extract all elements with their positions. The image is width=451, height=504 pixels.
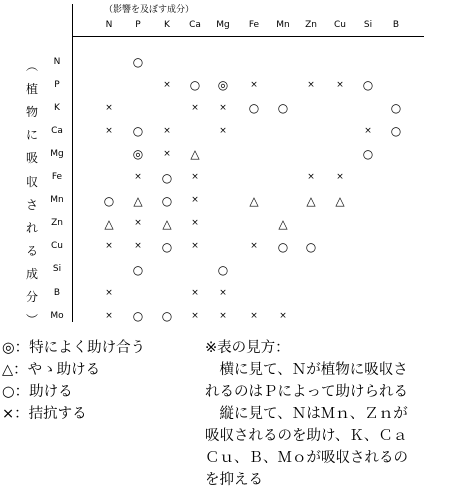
column-header: Mn [276, 19, 290, 30]
matrix-cell: ○ [390, 101, 402, 116]
header-divider [72, 36, 424, 37]
matrix-cell: × [191, 102, 199, 113]
side-label-char: 植 [25, 82, 38, 97]
column-header: Zn [305, 19, 317, 30]
matrix-cell: × [250, 79, 258, 90]
matrix-cell: × [191, 195, 199, 206]
side-label-char: さ [25, 197, 38, 212]
matrix-cell: × [191, 241, 199, 252]
matrix-cell: × [105, 310, 113, 321]
matrix-cell: △ [190, 147, 200, 162]
row-header: Mn [50, 195, 64, 206]
legend-double-circle: ◎：特によく助け合う [2, 340, 146, 356]
matrix-cell: △ [278, 216, 288, 231]
matrix-cell: × [336, 79, 344, 90]
column-header: N [105, 19, 113, 30]
legend-cross: ×：拮抗する [2, 406, 87, 422]
matrix-cell: × [105, 287, 113, 298]
row-header: Si [52, 264, 62, 275]
matrix-cell: ○ [277, 239, 289, 254]
howto-line: れるのはＰによって助けられる [205, 384, 408, 400]
howto-line: 吸収されるのを助け、Ｋ、Ｃａ [205, 428, 408, 444]
matrix-cell: × [105, 125, 113, 136]
matrix-cell: × [307, 172, 315, 182]
column-header: B [392, 19, 400, 30]
matrix-cell: × [191, 287, 199, 298]
matrix-cell: × [219, 125, 227, 136]
side-label-char: れ [25, 220, 38, 235]
matrix-cell: × [105, 241, 113, 252]
matrix-cell: × [279, 310, 287, 321]
column-header: Cu [334, 19, 346, 30]
matrix-cell: △ [335, 193, 345, 208]
matrix-cell: ○ [277, 101, 289, 116]
matrix-cell: × [163, 148, 171, 159]
matrix-cell: ○ [132, 124, 144, 139]
matrix-cell: × [219, 310, 227, 321]
row-divider [72, 4, 73, 322]
side-label-char: 吸 [25, 151, 38, 166]
matrix-cell: × [134, 172, 142, 182]
row-header: Fe [51, 172, 63, 182]
row-header: B [53, 287, 61, 298]
matrix-cell: × [191, 310, 199, 321]
matrix-cell: × [336, 172, 344, 182]
matrix-cell: × [219, 287, 227, 298]
matrix-cell: × [250, 241, 258, 252]
legend-symbols [2, 337, 145, 425]
matrix-cell: ○ [248, 101, 260, 116]
matrix-cell: ○ [161, 170, 173, 185]
side-label-char: 物 [25, 105, 38, 120]
header-note: （影響を及ぼす成分） [104, 5, 195, 15]
row-header: Ca [51, 125, 63, 136]
matrix-cell: ○ [161, 239, 173, 254]
column-header: Mg [216, 19, 230, 30]
side-label-char: ︶ [25, 313, 38, 328]
matrix-cell: △ [162, 216, 172, 231]
matrix-cell: × [163, 125, 171, 136]
matrix-cell: ◎ [217, 78, 229, 93]
matrix-cell: × [250, 310, 258, 321]
matrix-cell: ○ [132, 309, 144, 324]
side-label-char: に [25, 128, 38, 143]
howto-line: 縦に見て、ＮはＭｎ、Ｚｎが [205, 406, 408, 422]
matrix-cell: ○ [362, 78, 374, 93]
matrix-cell: × [105, 102, 113, 113]
matrix-cell: × [191, 172, 199, 182]
matrix-cell: ○ [132, 262, 144, 277]
row-header: K [54, 102, 60, 113]
column-header: Si [363, 19, 373, 30]
column-header: Ca [189, 19, 201, 30]
matrix-cell: × [134, 218, 142, 229]
matrix-cell: ○ [161, 193, 173, 208]
matrix-cell: × [134, 241, 142, 252]
side-label-char: ︵ [25, 59, 38, 73]
row-header: Mo [50, 310, 64, 321]
side-label-char: 成 [25, 266, 38, 281]
matrix-cell: ○ [189, 78, 201, 93]
matrix-cell: △ [104, 216, 114, 231]
howto-line: を抑える [205, 472, 263, 488]
row-header: Cu [51, 241, 63, 252]
matrix-cell: × [163, 79, 171, 90]
howto-title: ※表の見方： [205, 340, 290, 356]
legend-howto [205, 337, 408, 491]
matrix-cell: ○ [103, 193, 115, 208]
matrix-cell: × [307, 79, 315, 90]
matrix-cell: × [219, 102, 227, 113]
matrix-cell: ◎ [132, 147, 144, 162]
matrix-cell: ○ [390, 124, 402, 139]
column-header: P [135, 19, 141, 30]
legend-circle: ○：助ける [2, 384, 73, 400]
row-header: Mg [50, 148, 64, 159]
matrix-cell: △ [133, 193, 143, 208]
side-label-char: る [25, 243, 38, 258]
matrix-cell: ○ [305, 239, 317, 254]
legend-triangle: △：やゝ助ける [2, 362, 101, 378]
row-header: P [54, 79, 60, 90]
matrix-cell: × [191, 218, 199, 229]
matrix-cell: △ [306, 193, 316, 208]
matrix-cell: ○ [362, 147, 374, 162]
howto-line: Ｃｕ、Ｂ、Ｍｏが吸収されるの [205, 450, 408, 466]
matrix-cell: ○ [161, 309, 173, 324]
howto-line: 横に見て、Ｎが植物に吸収さ [205, 362, 408, 378]
matrix-cell: ○ [217, 262, 229, 277]
side-label-char: 収 [25, 174, 38, 189]
matrix-cell: △ [249, 193, 259, 208]
row-header: N [53, 56, 61, 67]
column-header: K [164, 19, 170, 30]
matrix-cell: ○ [132, 55, 144, 69]
side-label-char: 分 [25, 290, 38, 304]
column-header: Fe [248, 19, 260, 30]
row-header: Zn [51, 218, 63, 229]
matrix-cell: × [364, 125, 372, 136]
